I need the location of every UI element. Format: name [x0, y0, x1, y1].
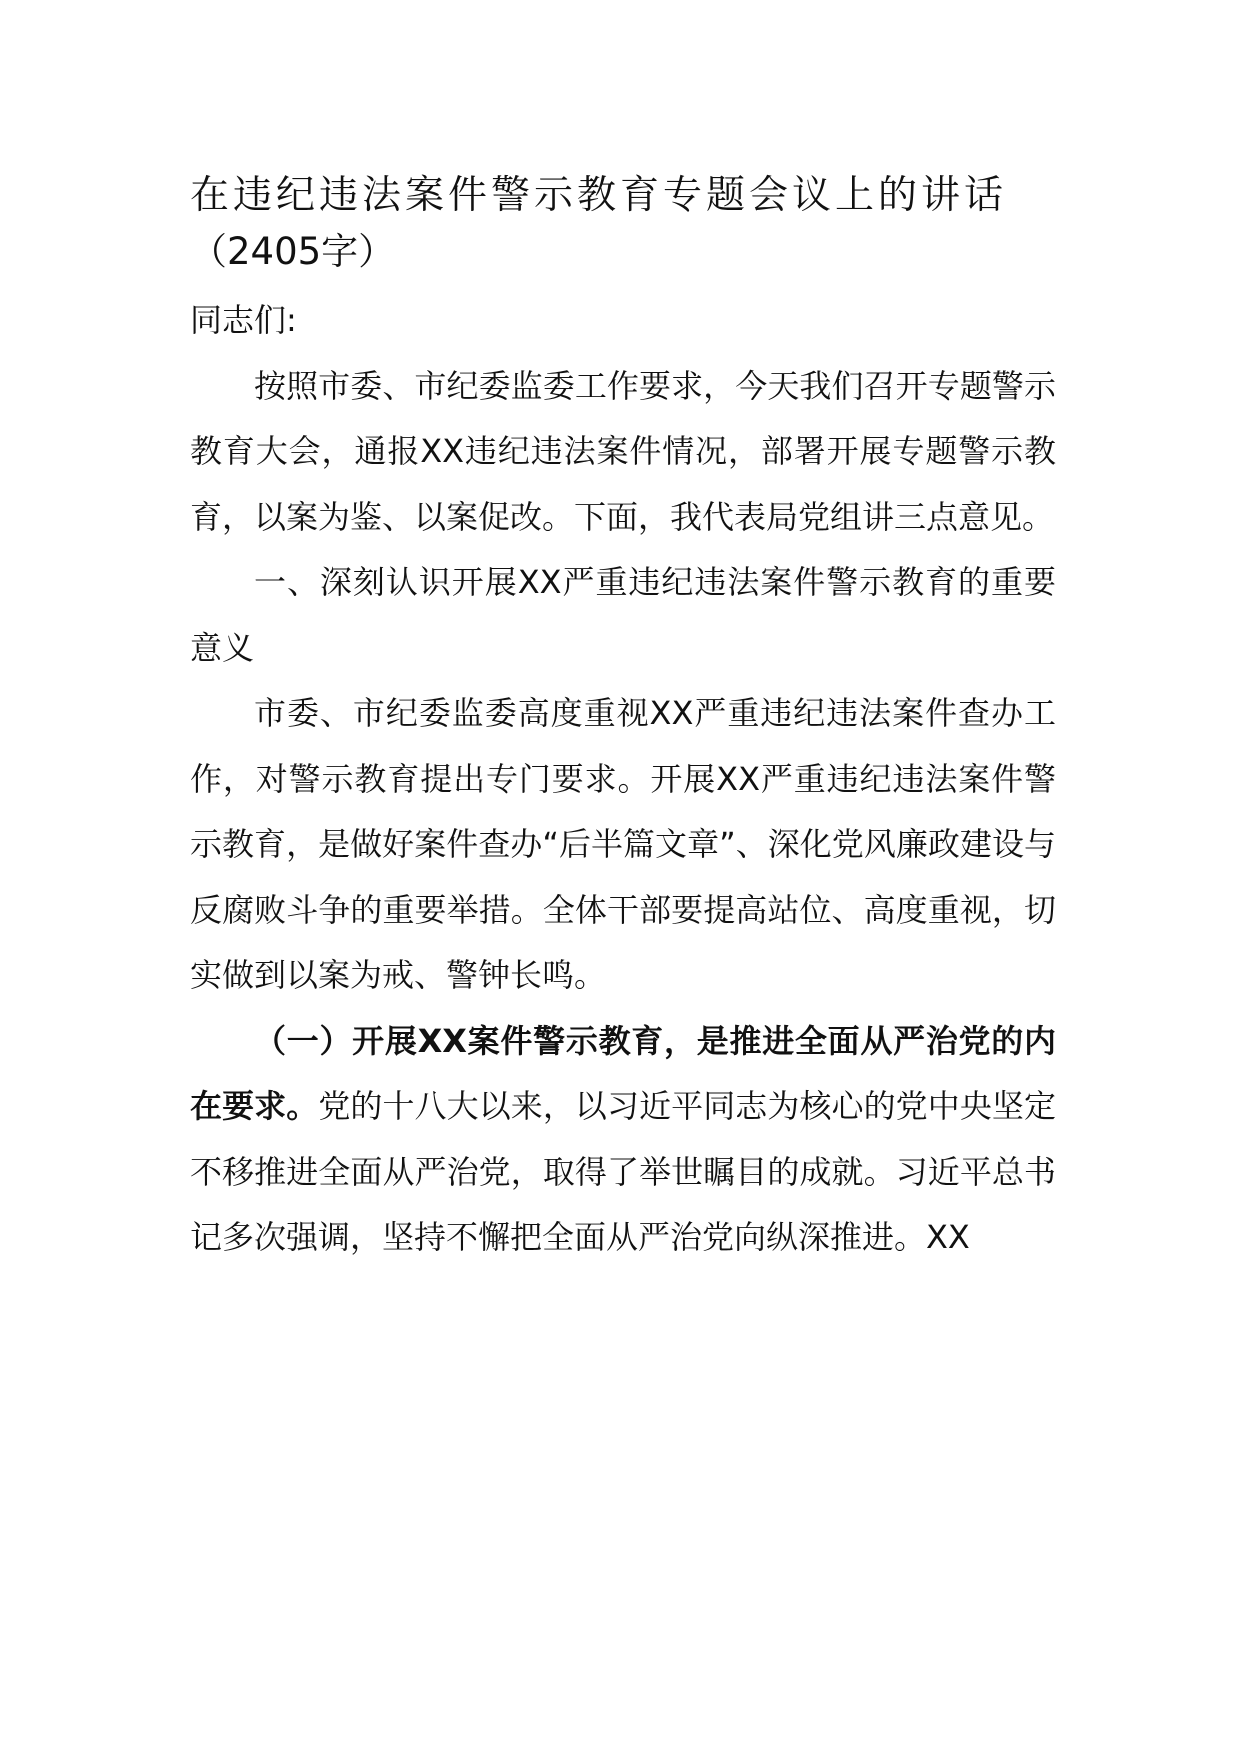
document-word-count: （2405字）: [190, 230, 396, 273]
intro-paragraph: 按照市委、市纪委监委工作要求，今天我们召开专题警示教育大会，通报XX违纪违法案件情况，部署开展专题警示教育，以案为鉴、以案促改。下面，我代表局党组讲三点意见。: [190, 366, 1056, 536]
subsection-1-body: 党的十八大以来，以习近平同志为核心的党中央坚定不移推进全面从严治党，取得了举世瞩目的成就。习近平总书记多次强调，坚持不懈把全面从严治党向纵深推进。XX: [190, 1087, 1056, 1256]
document-title: 在违纪违法案件警示教育专题会议上的讲话: [190, 173, 1008, 218]
subsection-1-paragraph: [190, 1009, 1056, 1271]
salutation: 同志们:: [190, 301, 297, 339]
document-page: [190, 168, 1056, 1271]
section-1-paragraph: 市委、市纪委监委高度重视XX严重违纪违法案件查办工作，对警示教育提出专门要求。开展XX严重违纪违法案件警示教育，是做好案件查办“后半篇文章”、深化党风廉政建设与反腐败斗争的重要举措。全体干部要提高站位、高度重视，切实做到以案为戒、警钟长鸣。: [190, 694, 1056, 994]
subsection-1-heading: （一）开展XX案件警示教育，是推进全面从严治党的内在要求。: [190, 1021, 1056, 1125]
section-1-heading: 一、深刻认识开展XX严重违纪违法案件警示教育的重要意义: [190, 563, 1056, 667]
